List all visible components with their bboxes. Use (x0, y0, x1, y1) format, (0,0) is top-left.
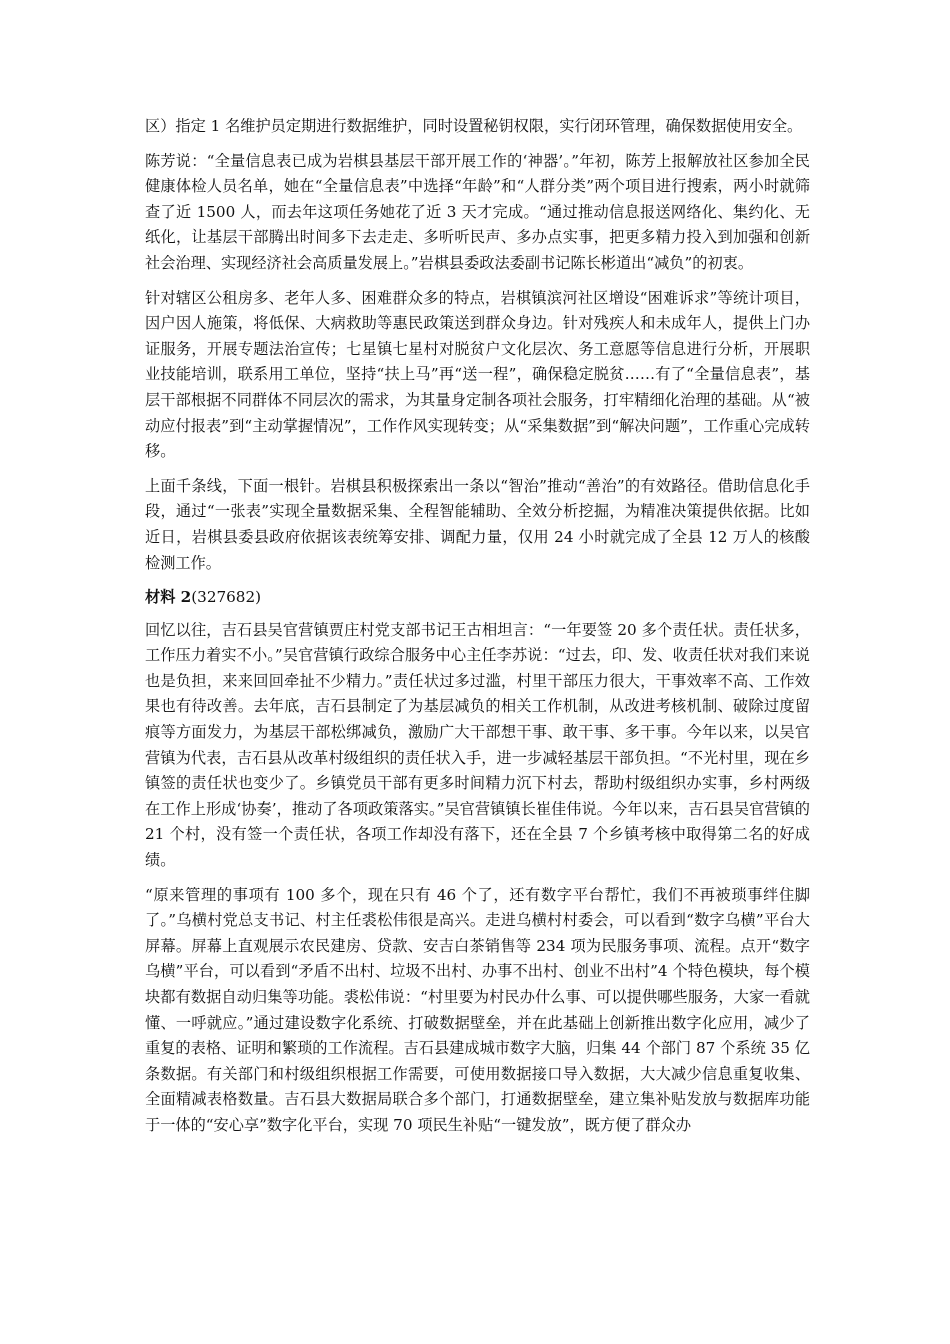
paragraph: 区）指定 1 名维护员定期进行数据维护，同时设置秘钥权限，实行闭环管理，确保数据使用安全。 (145, 117, 803, 135)
paragraph: 陈芳说：“全量信息表已成为岩棋县基层干部开展工作的‘神器’。”年初，陈芳上报解放社区参加全民健康体检人员名单，她在“全量信息表”中选择“年龄”和“人群分类”两个项目进行搜索，两小时就筛查了近 1500 人，而去年这项任务她花了近 3 天才完成。“通过推动信息报送网络化、集约化、无纸化，让基层干部腾出时间多下去走走、多听听民声、多办点实事，把更多精力投入到加强和创新社会治理、实现经济社会高质量发展上。”岩棋县委政法委副书记陈长彬道出“减负”的初衷。 (145, 151, 810, 272)
paragraph: 回忆以往，吉石县吴官营镇贾庄村党支部书记王古相坦言：“一年要签 20 多个责任状。责任状多，工作压力着实不小。”吴官营镇行政综合服务中心主任李苏说：“过去，印、发、收责任状对我们来说也是负担，来来回回牵扯不少精力。”责任状过多过滥，村里干部压力很大，干事效率不高、工作效果也有待改善。去年底，吉石县制定了为基层减负的相关工作机制，从改进考核机制、破除过度留痕等方面发力，为基层干部松绑减负，激励广大干部想干事、敢干事、多干事。今年以来，以吴官营镇为代表，吉石县从改革村级组织的责任状入手，进一步减轻基层干部负担。“不光村里，现在乡镇签的责任状也变少了。乡镇党员干部有更多时间精力沉下村去，帮助村级组织办实事，乡村两级在工作上形成‘协奏’，推动了各项政策落实。”吴官营镇镇长崔佳伟说。今年以来，吉石县吴官营镇的 21 个村，没有签一个责任状，各项工作却没有落下，还在全县 7 个乡镇考核中取得第二名的好成绩。 (145, 620, 810, 870)
section-code: (327682) (191, 588, 262, 607)
paragraph: “原来管理的事项有 100 多个，现在只有 46 个了，还有数字平台帮忙，我们不再被琐事绊住脚了。”乌横村党总支书记、村主任裘松伟很是高兴。走进乌横村村委会，可以看到“数字乌横”平台大屏幕。屏幕上直观展示农民建房、贷款、安吉白茶销售等 234 项为民服务事项、流程。点开“数字乌横”平台，可以看到“矛盾不出村、垃圾不出村、办事不出村、创业不出村”4 个特色模块，每个模块都有数据自动归集等功能。裘松伟说：“村里要为村民办什么事、可以提供哪些服务，大家一看就懂、一呼就应。”通过建设数字化系统、打破数据壁垒，并在此基础上创新推出数字化应用，减少了重复的表格、证明和繁琐的工作流程。吉石县建成城市数字大脑，归集 44 个部门 87 个系统 35 亿条数据。有关部门和村级组织根据工作需要，可使用数据接口导入数据，大大减少信息重复收集、全面精减表格数量。吉石县大数据局联合多个部门，打通数据壁垒，建立集补贴发放与数据库功能于一体的“安心享”数字化平台，实现 70 项民生补贴“一键发放”，既方便了群众办 (145, 885, 810, 1134)
paragraph: 针对辖区公租房多、老年人多、困难群众多的特点，岩棋镇滨河社区增设“困难诉求”等统计项目，因户因人施策，将低保、大病救助等惠民政策送到群众身边。针对残疾人和未成年人，提供上门办证服务，开展专题法治宣传；七星镇七星村对脱贫户文化层次、务工意愿等信息进行分析，开展职业技能培训，联系用工单位，坚持“扶上马”再“送一程”，确保稳定脱贫……有了“全量信息表”，基层干部根据不同群体不同层次的需求，为其量身定制各项社会服务，打牢精细化治理的基础。从“被动应付报表”到“主动掌握情况”，工作作风实现转变；从“采集数据”到“解决问题”，工作重心完成转移。 (145, 288, 810, 461)
section-heading (145, 585, 810, 611)
document-page (145, 114, 810, 1148)
section-title: 材料 2 (145, 588, 192, 607)
paragraph: 上面千条线，下面一根针。岩棋县积极探索出一条以“智治”推动“善治”的有效路径。借助信息化手段，通过“一张表”实现全量数据采集、全程智能辅助、全效分析挖掘，为精准决策提供依据。比如近日，岩棋县委县政府依据该表统筹安排、调配力量，仅用 24 小时就完成了全县 12 万人的核酸检测工作。 (145, 476, 810, 572)
